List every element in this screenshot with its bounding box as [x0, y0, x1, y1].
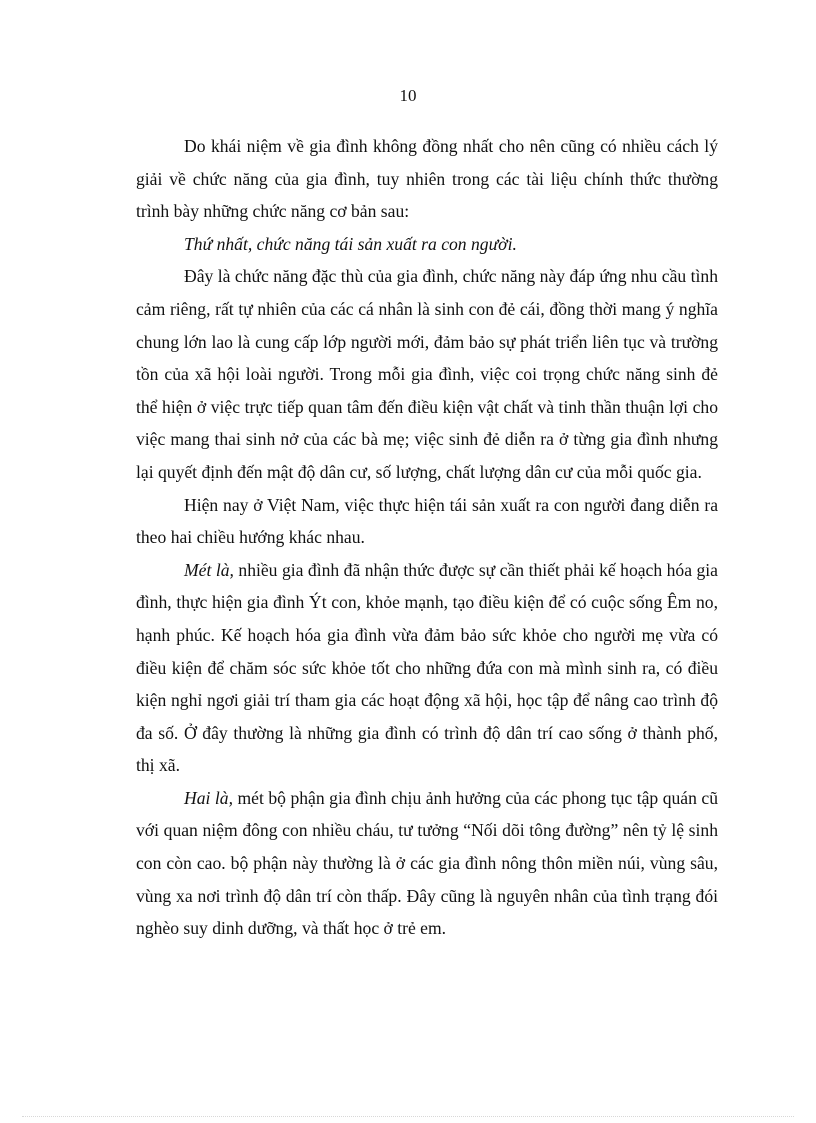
paragraph-text: Hiện nay ở Việt Nam, việc thực hiện tái sản xuất ra con người đang diễn ra theo hai chiều hướng khác nhau.: [136, 494, 718, 548]
paragraph-text: mét bộ phận gia đình chịu ảnh hưởng của các phong tục tập quán cũ với quan niệm đông con nhiều cháu, tư tưởng “Nối dõi tông đường” nên tỷ lệ sinh con còn cao. bộ phận này thường là ở các gia đình nông thôn miền núi, vùng sâu, vùng xa nơi trình độ dân trí còn thấp. Đây cũng là nguyên nhân của tình trạng đói nghèo suy dinh dưỡng, và thất học ở trẻ em.: [136, 787, 719, 939]
paragraph-text: Đây là chức năng đặc thù của gia đình, chức năng này đáp ứng nhu cầu tình cảm riêng, rất tự nhiên của các cá nhân là sinh con đẻ cái, đồng thời mang ý nghĩa chung lớn lao là cung cấp lớp người mới, đảm bảo sự phát triển liên tục và trường tồn của xã hội loài người. Trong mỗi gia đình, việc coi trọng chức năng sinh đẻ thể hiện ở việc trực tiếp quan tâm đến điều kiện vật chất và tinh thần thuận lợi cho việc mang thai sinh nở của các bà mẹ; việc sinh đẻ diễn ra ở từng gia đình nhưng lại quyết định đến mật độ dân cư, số lượng, chất lượng dân cư của mỗi quốc gia.: [136, 266, 718, 482]
paragraph-text: Do khái niệm về gia đình không đồng nhất cho nên cũng có nhiều cách lý giải về chức năng của gia đình, tuy nhiên trong các tài liệu chính thức thường trình bày những chức năng cơ bản sau:: [136, 136, 718, 222]
paragraph-lead: Hai là,: [184, 787, 233, 808]
paragraph-lead: Thứ nhất, chức năng tái sản xuất ra con người.: [184, 233, 517, 254]
document-body: [136, 130, 718, 945]
paragraph-reproduction-function: [136, 260, 718, 488]
page-bottom-divider: [22, 1116, 794, 1117]
paragraph-first-trend: [136, 554, 718, 782]
paragraph-vietnam-trends: [136, 489, 718, 554]
paragraph-second-trend: [136, 782, 718, 945]
page-number: 10: [399, 86, 417, 105]
paragraph-first-function-heading: [136, 228, 718, 261]
paragraph-text: nhiều gia đình đã nhận thức được sự cần thiết phải kế hoạch hóa gia đình, thực hiện gia đình Ýt con, khỏe mạnh, tạo điều kiện để có cuộc sống Êm no, hạnh phúc. Kế hoạch hóa gia đình vừa đảm bảo sức khỏe cho người mẹ vừa có điều kiện để chăm sóc sức khỏe tốt cho những đứa con mà mình sinh ra, có điều kiện nghỉ ngơi giải trí tham gia các hoạt động xã hội, học tập để nâng cao trình độ đa số. Ở đây thường là những gia đình có trình độ dân trí cao sống ở thành phố, thị xã.: [136, 559, 718, 776]
paragraph-intro: [136, 130, 718, 228]
paragraph-lead: Mét là,: [184, 559, 234, 580]
